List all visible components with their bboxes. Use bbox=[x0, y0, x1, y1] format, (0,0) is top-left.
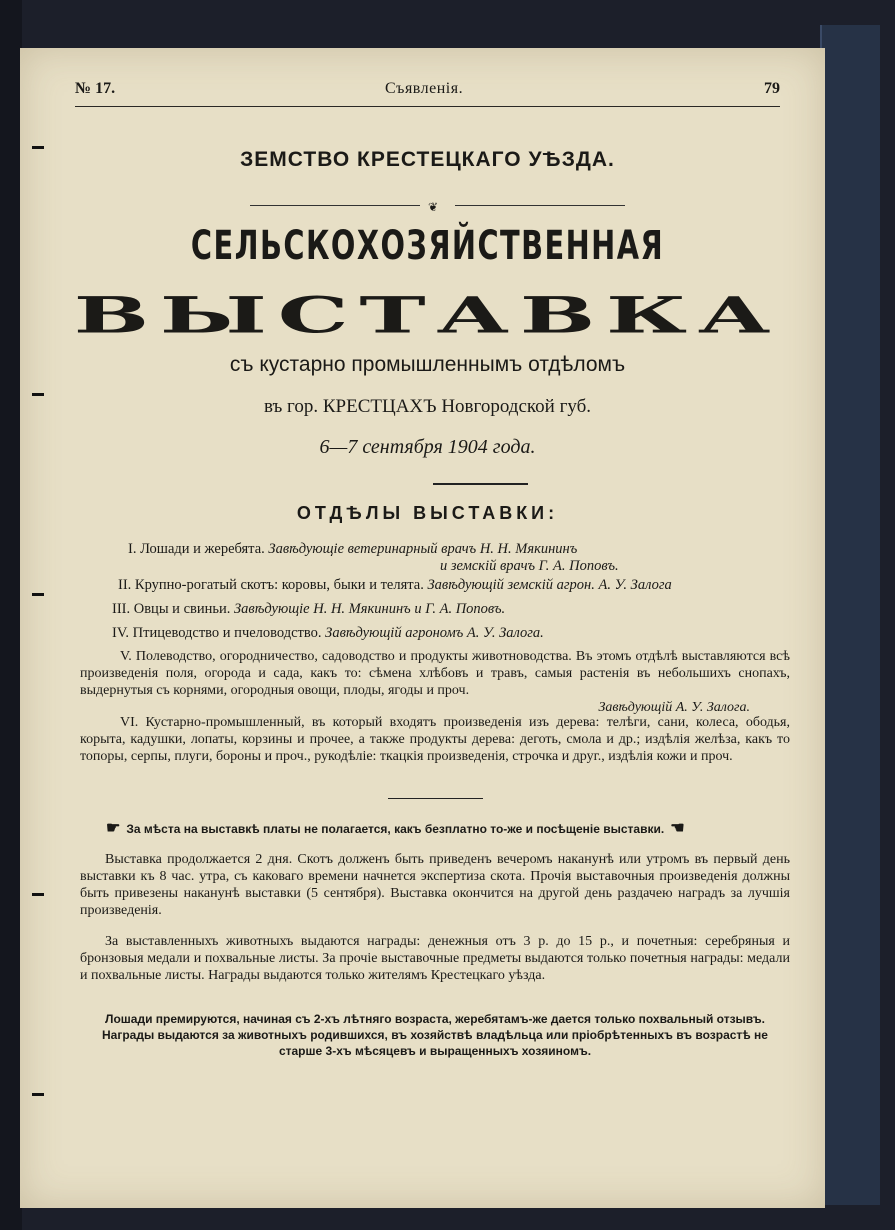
horse-premium-note: Лошади премируются, начиная съ 2-хъ лѣтняго возраста, жеребятамъ-же дается только похвальный отзывъ. Награды выдаются за животныхъ родившихся, въ хозяйствѣ владѣльца или пріобрѣтенныхъ въ возрастѣ не старше 3-хъ мѣсяцевъ и выращенныхъ хозяиномъ. bbox=[102, 1012, 768, 1058]
binding-stitch bbox=[32, 593, 44, 596]
section-1-title: I. Лошади и жеребята. bbox=[128, 541, 265, 557]
document-page bbox=[20, 48, 825, 1208]
ornament-icon: ❦ bbox=[428, 200, 439, 214]
ornament-divider bbox=[250, 200, 625, 214]
page-number: 79 bbox=[764, 80, 780, 97]
section-5-text: V. Полеводство, огородничество, садоводство и продукты животноводства. Въ этомъ отдѣлѣ выставляются всѣ произведенія поля, огорода и сада, какъ то: сѣмена хлѣбовъ и травъ, самыя растенія въ небольшихъ снопахъ, выдернутыя съ корнями, огородныя овощи, плоды, ягоды и проч. bbox=[80, 649, 790, 698]
section-2 bbox=[118, 577, 672, 594]
section-2-manager: Завѣдующій земскій агрон. А. У. Залога bbox=[427, 577, 672, 593]
awards-paragraph: За выставленныхъ животныхъ выдаются награды: денежныя отъ 3 р. до 15 р., и почетныя: серебряныя и бронзовыя медали и похвальные листы. За прочіе выставочные предметы выдаются только почетныя награды: медали и похвальные листы. Награды выдаются только жителямъ Крестецкаго уѣзда. bbox=[80, 934, 790, 983]
pointing-hand-icon: ☚ bbox=[670, 820, 685, 837]
admission-notice bbox=[100, 818, 790, 838]
issue-number: № 17. bbox=[75, 80, 116, 97]
section-3-managers: Завѣдующіе Н. Н. Мякининъ и Г. А. Поповъ. bbox=[234, 601, 506, 617]
binding-stitch bbox=[32, 893, 44, 896]
section-4-title: IV. Птицеводство и пчеловодство. bbox=[112, 625, 322, 641]
divider-rule bbox=[388, 798, 483, 799]
section-4 bbox=[112, 625, 544, 642]
section-1-managers-cont: и земскій врачъ Г. А. Поповъ. bbox=[440, 558, 619, 574]
running-header bbox=[75, 80, 780, 107]
binding-stitch bbox=[32, 146, 44, 149]
section-6: VI. Кустарно-промышленный, въ который входятъ произведенія изъ дерева: телѣги, сани, колеса, ободья, корыта, кадушки, лопаты, корзины и прочее, а также продукты дерева: деготь, смола и др.; издѣлія желѣза, какъ то топоры, серпы, плуги, бороны и проч., рукодѣліе: ткацкія произведенія, строчка и друг., издѣлія кожи и проч. bbox=[80, 715, 790, 764]
section-1 bbox=[128, 541, 577, 558]
section-1-cont bbox=[440, 558, 619, 575]
section-2-title: II. Крупно-рогатый скотъ: коровы, быки и телята. bbox=[118, 577, 424, 593]
binding-stitch bbox=[32, 1093, 44, 1096]
section-5-manager: Завѣдующій А. У. Залога. bbox=[598, 700, 750, 715]
notice-text: За мѣста на выставкѣ платы не полагается, какъ безплатно то-же и посѣщеніе выставки. bbox=[126, 822, 665, 836]
title-line-2: ВЫСТАВКА bbox=[73, 285, 782, 345]
duration-paragraph: Выставка продолжается 2 дня. Скотъ долженъ быть приведенъ вечеромъ наканунѣ или утромъ въ первый день выставки къ 8 час. утра, съ каковаго времени начнется экспертиза скота. Прочія выставочныя произведенія должны быть привезены наканунѣ выставки (5 сентября). Выставка окончится на другой день раздачею наградъ за лучшія произведенія. bbox=[80, 852, 790, 918]
section-1-managers: Завѣдующіе ветеринарный врачъ Н. Н. Мякининъ bbox=[268, 541, 578, 557]
section-3-title: III. Овцы и свиньи. bbox=[112, 601, 231, 617]
section-4-manager: Завѣдующій агрономъ А. У. Залога. bbox=[325, 625, 544, 641]
section-name: Съявленія. bbox=[385, 80, 464, 97]
zemstvo-heading: ЗЕМСТВО КРЕСТЕЦКАГО УѢЗДА. bbox=[240, 148, 615, 171]
exhibition-dates: 6—7 сентября 1904 года. bbox=[319, 436, 536, 458]
section-5 bbox=[80, 648, 790, 716]
divider-rule bbox=[433, 483, 528, 485]
book-cover-edge bbox=[820, 25, 880, 1205]
section-3 bbox=[112, 601, 505, 618]
subtitle-location: въ гор. КРЕСТЦАХЪ Новгородской губ. bbox=[263, 396, 592, 417]
title-line-1: СЕЛЬСКОХОЗЯЙСТВЕННАЯ bbox=[190, 223, 665, 269]
binding-stitch bbox=[32, 393, 44, 396]
sections-heading: ОТДѢЛЫ ВЫСТАВКИ: bbox=[296, 503, 559, 523]
subtitle-handicraft: съ кустарно промышленнымъ отдѣломъ bbox=[229, 353, 626, 376]
pointing-hand-icon: ☛ bbox=[106, 820, 121, 837]
book-binding bbox=[0, 0, 22, 1230]
